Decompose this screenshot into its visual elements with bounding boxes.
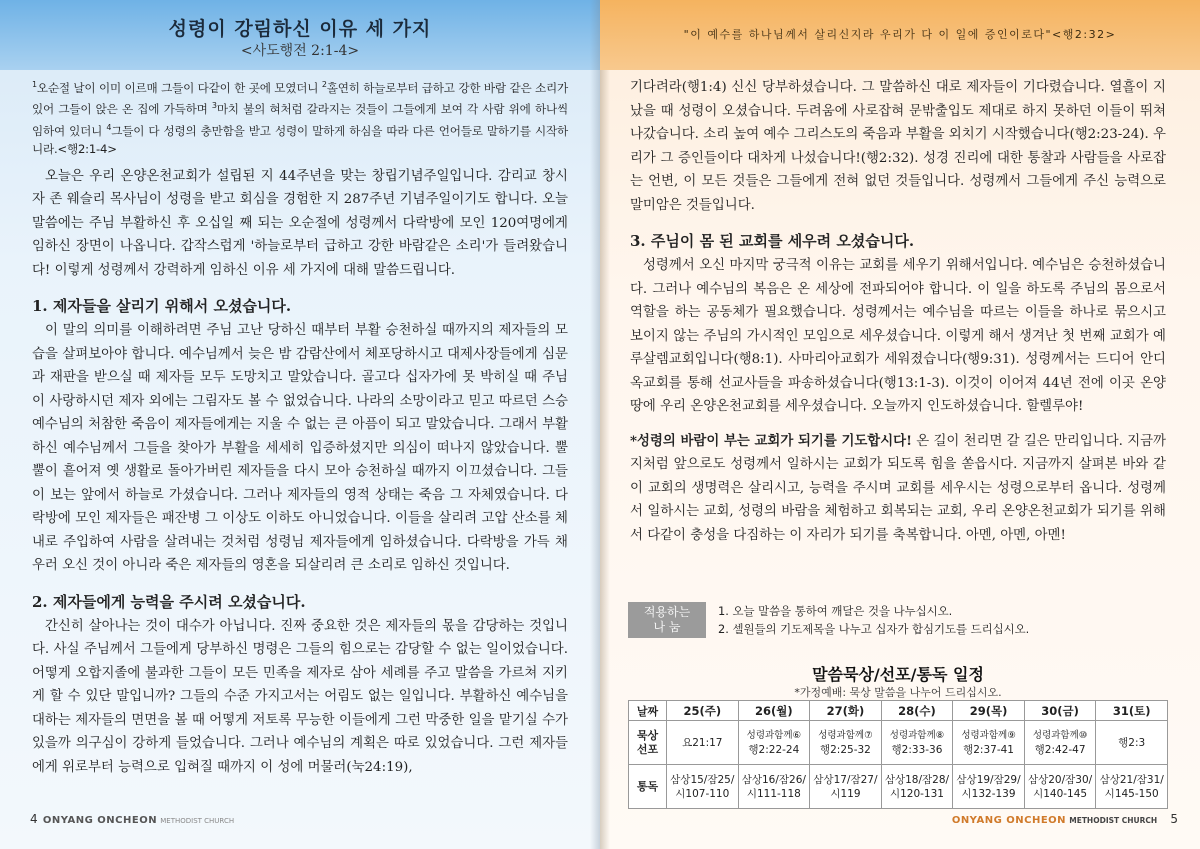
schedule-day: 30(금) — [1024, 701, 1096, 721]
cell-line: 성령과함께⑥ — [746, 729, 802, 741]
schedule-day: 31(토) — [1096, 701, 1168, 721]
right-column — [630, 76, 1166, 547]
schedule-day: 29(목) — [953, 701, 1025, 721]
schedule-cell — [1096, 721, 1168, 765]
schedule-cell — [1024, 765, 1096, 809]
cell-line: 시111-118 — [746, 787, 801, 800]
schedule-table — [628, 700, 1168, 809]
schedule-day: 25(주) — [667, 701, 739, 721]
verse-text: 그들이 다 성령의 충만함을 받고 성령이 말하게 하심을 따라 다른 언어들로 말하기를 시작하니라.<행2:1-4> — [32, 123, 569, 157]
schedule-day: 28(수) — [881, 701, 953, 721]
verse-text: 오순절 날이 이미 이르매 그들이 다같이 한 곳에 모였더니 — [36, 80, 322, 95]
closing-text: 온 길이 천리면 갈 길은 만리입니다. 지금까지처럼 앞으로도 성령께서 일하시는 교회가 되도록 힘을 쏟읍시다. 지금까지 살펴본 바와 같이 교회의 생명력은 살리시고, 능력을 주시며 교회를 세우시는 성령으로부터 옵니다. 성령께서 일하시는 교회, 성령의 바람을 체험하고 회복되는 교회, 우리 온양온천교회가 되기를 위해서 다같이 충성을 다짐하는 이 자리가 되기를 축복합니다. 아멘, 아멘, 아멘! — [630, 433, 1166, 543]
cell-line: 시132-139 — [961, 787, 1016, 800]
left-column — [32, 76, 568, 779]
schedule-cell — [810, 721, 882, 765]
cell-line: 성령과함께⑧ — [889, 729, 945, 741]
cell-line: 행2:22-24 — [748, 743, 800, 756]
schedule-reading-row — [629, 765, 1168, 809]
schedule-cell — [953, 721, 1025, 765]
cell-line: 시145-150 — [1104, 787, 1159, 800]
application-label-line2: 나 눔 — [653, 620, 681, 634]
section-heading-2: 2. 제자들에게 능력을 주시려 오셨습니다. — [32, 592, 306, 611]
verse-number: 2 — [321, 80, 327, 89]
schedule-cell — [1096, 765, 1168, 809]
schedule-cell — [738, 765, 810, 809]
intro-paragraph: 오늘은 우리 온양온천교회가 설립된 지 44주년을 맞는 창립기념주일입니다. 감리교 창시자 존 웨슬리 목사님이 성령을 받고 회심을 경험한 지 287주년 기념주일이기도 합니다. 오늘 말씀에는 주님 부활하신 후 오십일 째 되는 오순절에 성령께서 다락방에 모인 120여명에게 임하신 장면이 나옵니다. 갑작스럽게 '하늘로부터 급하고 강한 바람같은 소리'가 들려왔습니다! 이렇게 성령께서 강력하게 임하신 이유 세 가지에 대해 말씀드립니다. — [32, 168, 568, 278]
sermon-title: 성령이 강림하신 이유 세 가지 — [168, 18, 432, 40]
section-heading-1: 1. 제자들을 살리기 위해서 오셨습니다. — [32, 297, 292, 316]
schedule-header-date: 날짜 — [629, 701, 667, 721]
cell-line: 삼상19/잠29/ — [956, 773, 1021, 786]
cell-line: 요21:17 — [682, 736, 723, 749]
verse-number: 1 — [32, 80, 37, 89]
cell-line: 행2:42-47 — [1034, 743, 1086, 756]
page-number-left: 4 — [30, 812, 38, 826]
sermon-scripture-reference: <사도행전 2:1-4> — [240, 43, 360, 59]
cell-line: 성령과함께⑨ — [961, 729, 1016, 741]
schedule-header-row — [629, 701, 1168, 721]
schedule-cell — [738, 721, 810, 765]
application-label — [628, 602, 706, 638]
schedule-cell — [953, 765, 1025, 809]
scripture-passage — [32, 76, 568, 159]
section-body-3: 성령께서 오신 마지막 궁극적 이유는 교회를 세우기 위해서입니다. 예수님은 승천하셨습니다. 그러나 예수님의 복음은 온 세상에 전파되어야 합니다. 이 일을 하도록 주님의 몸으로서 역할을 하는 공동체가 필요했습니다. 성령께서는 예수님을 따르는 이들을 하나로 묶으시고 보이지 않는 주님의 가시적인 모임으로 세우셨습니다. 이렇게 해서 생겨난 첫 번째 교회가 예루살렘교회입니다(행8:1). 사마리아교회가 세워졌습니다(행9:31). 성령께서는 드디어 안디옥교회를 통해 선교사들을 파송하셨습니다(행13:1-3). 이것이 이어져 44년 전에 이곳 온양 땅에 우리 온양온천교회를 세우셨습니다. 오늘까지 인도하셨습니다. 할렐루야! — [630, 258, 1166, 414]
application-label-line1: 적용하는 — [643, 605, 691, 619]
schedule-note: *가정예배: 묵상 말씀을 나누어 드리십시오. — [794, 686, 1002, 699]
cell-line: 삼상20/잠30/ — [1027, 773, 1093, 786]
cell-line: 행2:37-41 — [963, 743, 1014, 756]
schedule-title: 말씀묵상/선포/통독 일정 — [812, 665, 984, 684]
page-number-right: 5 — [1170, 812, 1178, 826]
right-footer — [952, 812, 1178, 826]
cell-line: 시140-145 — [1033, 787, 1088, 800]
schedule-cell — [881, 765, 953, 809]
closing-paragraph — [630, 430, 1166, 548]
cell-line: 삼상17/잠27/ — [813, 773, 878, 786]
schedule-day: 27(화) — [810, 701, 882, 721]
cell-line: 성령과함께⑩ — [1032, 729, 1088, 741]
verse-number: 3 — [211, 101, 217, 111]
verse-number: 4 — [106, 122, 112, 132]
schedule-row-label — [629, 721, 667, 765]
label-proclamation: 선포 — [636, 742, 659, 756]
application-item: 2. 셀원들의 기도제목을 나누고 십자가 합심기도를 드리십시오. — [718, 622, 1030, 636]
application-sharing-box — [628, 602, 1178, 638]
schedule-cell — [810, 765, 882, 809]
section-body-2: 간신히 살아나는 것이 대수가 아닙니다. 진짜 중요한 것은 제자들의 몫을 감당하는 것입니다. 사실 주님께서 그들에게 당부하신 명령은 그들의 힘으로는 감당할 수 없는 일이었습니다. 어떻게 오합지졸에 불과한 그들이 모든 민족을 제자로 삼아 세례를 주고 말씀을 가르쳐 지키게 할 수 있단 말입니까? 그들의 수준 가지고서는 어림도 없는 일입니다. 부활하신 예수님을 대하는 제자들의 면면을 볼 때 어떻게 저토록 무능한 이들에게 그런 막중한 일을 맡기실 수가 있을까 의구심이 강하게 들었습니다. 그러나 예수님의 계획은 따로 있었습니다. 그런 제자들에게 위로부터 능력으로 입혀질 때까지 이 성에 머물러(눅24:19), — [32, 618, 568, 775]
cell-line: 성령과함께⑦ — [818, 729, 873, 741]
section-heading-3: 3. 주님이 몸 된 교회를 세우려 오셨습니다. — [630, 232, 915, 250]
label-meditation: 묵상 — [636, 728, 659, 742]
schedule-cell — [667, 721, 739, 765]
continued-paragraph: 기다려라(행1:4) 신신 당부하셨습니다. 그 말씀하신 대로 제자들이 기다렸습니다. 열흘이 지났을 때 성령이 오셨습니다. 두려움에 사로잡혀 문밖출입도 제대로 하지 못하던 이들이 뛰쳐 나갔습니다. 소리 높여 예수 그리스도의 죽음과 부활을 외치기 시작했습니다(행2:23-24). 우리가 그 증인들이다 대차게 나섰습니다!(행2:32). 성경 진리에 대한 통찰과 사람들을 사로잡는 언변, 이 모든 것들은 그들에게 전혀 없던 것들입니다. 성령께서 그들에게 주신 능력으로 말미암은 것들입니다. — [630, 80, 1166, 213]
schedule-cell — [881, 721, 953, 765]
verse-text: 홀연히 하늘로부터 급하고 강한 바람 같은 소리가 있어 그들이 앉은 온 집에 가득하며 — [32, 80, 568, 117]
cell-line: 삼상18/잠28/ — [884, 773, 950, 786]
left-footer — [30, 812, 234, 826]
church-subname-left: METHODIST CHURCH — [160, 817, 235, 825]
verse-text: 마치 불의 혀처럼 갈라지는 것들이 그들에게 보여 각 사람 위에 하나씩 임하여 있더니 — [32, 102, 568, 138]
cell-line: 삼상16/잠26/ — [741, 773, 806, 786]
cell-line: 행2:25-32 — [819, 743, 871, 756]
section-body-1: 이 말의 의미를 이해하려면 주님 고난 당하신 때부터 부활 승천하실 때까지의 제자들의 모습을 살펴보아야 합니다. 예수님께서 늦은 밤 감람산에서 체포당하시고 대제사장들에게 심문과 재판을 받으실 때 제자들 모두 도망치고 말았습니다. 골고다 십자가에 못 박히실 때 주님이 사랑하시던 제자 외에는 그림자도 볼 수 없었습니다. 나라의 소망이라고 믿고 따르던 스승 예수님의 처참한 죽음이 제자들에게는 지울 수 없는 큰 아픔이 되고 말았습니다. 그래서 부활하신 예수님께서 그들을 찾아가 부활을 세세히 입증하셨지만 의심이 떠나지 않았습니다. 뿔뿔이 흩어져 옛 생활로 돌아가버린 제자들을 다시 모아 승천하실 때까지 이끄셨습니다. 그들이 보는 앞에서 하늘로 가셨습니다. 그러나 제자들의 영적 상태는 죽음 그 자체였습니다. 다락방에 모인 제자들은 패잔병 그 이상도 이하도 아니었습니다. 이들을 살리려 고압 산소를 체내로 주입하여 사람을 살려내는 것처럼 성령님 제자들에게 임하셨습니다. 다락방을 가득 채우러 오신 것이 아니라 죽은 제자들의 영혼을 되살리려 큰 소리로 임하신 것입니다. — [32, 323, 568, 574]
cell-line: 시120-131 — [889, 787, 944, 800]
cell-line: 삼상21/잠31/ — [1099, 773, 1164, 786]
closing-heading: *성령의 바람이 부는 교회가 되기를 기도합시다! — [630, 432, 912, 449]
church-name-right: ONYANG ONCHEON — [951, 815, 1067, 826]
church-subname-right: METHODIST CHURCH — [1069, 816, 1158, 825]
schedule-row-label: 통독 — [629, 765, 667, 809]
cell-line: 시107-110 — [675, 787, 730, 800]
church-name-left: ONYANG ONCHEON — [42, 815, 158, 826]
cell-line: 삼상15/잠25/ — [670, 773, 735, 786]
application-items — [718, 602, 1029, 638]
cell-line: 시119 — [830, 787, 861, 800]
key-verse-banner: "이 예수를 하나님께서 살리신지라 우리가 다 이 일에 증인이로다"<행2:32> — [683, 28, 1117, 41]
schedule-cell — [1024, 721, 1096, 765]
schedule-cell — [667, 765, 739, 809]
schedule-day: 26(월) — [738, 701, 810, 721]
cell-line: 행2:33-36 — [891, 743, 943, 756]
application-item: 1. 오늘 말씀을 통하여 깨달은 것을 나누십시오. — [718, 604, 953, 618]
schedule-meditation-row — [629, 721, 1168, 765]
cell-line: 행2:3 — [1118, 736, 1146, 749]
